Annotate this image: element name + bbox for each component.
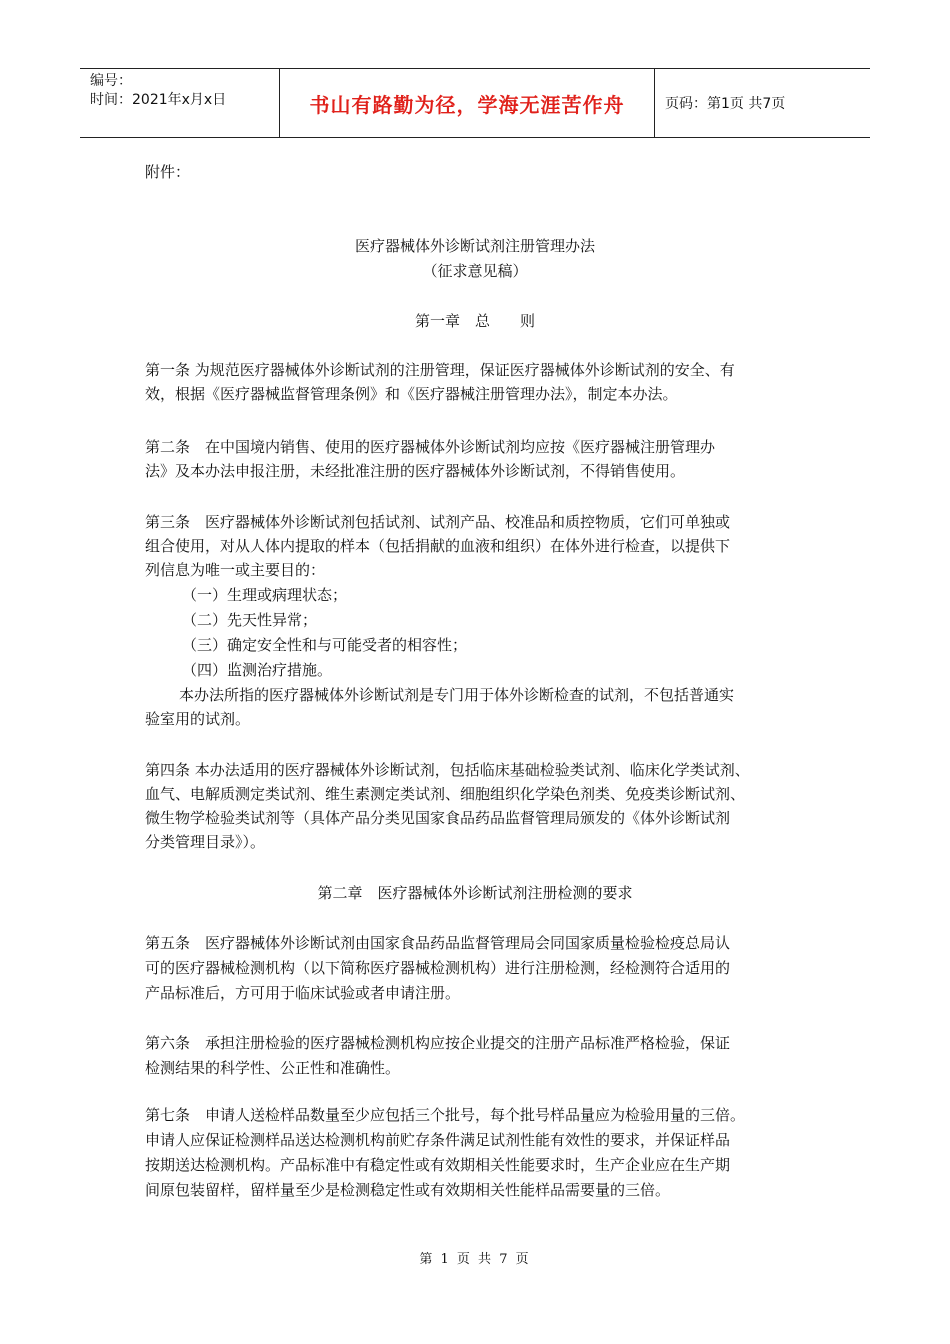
article-3-line: 组合使用，对从人体内提取的样本（包括捐献的血液和组织）在体外进行检查，以提供下	[145, 537, 731, 555]
header-page-info: 页码：第1页 共7页	[665, 96, 786, 112]
article-5-line: 产品标准后，方可用于临床试验或者申请注册。	[145, 984, 461, 1002]
article-3-item: （三）确定安全性和与可能受者的相容性；	[182, 636, 468, 654]
article-6-line: 第六条 承担注册检验的医疗器械检测机构应按企业提交的注册产品标准严格检验，保证	[145, 1034, 731, 1052]
article-7-line: 申请人应保证检测样品送达检测机构前贮存条件满足试剂性能有效性的要求，并保证样品	[145, 1131, 731, 1149]
header-meta	[80, 69, 280, 137]
header-motto: 书山有路勤为径，学海无涯苦作舟	[280, 69, 655, 137]
attachment-label: 附件：	[145, 163, 191, 181]
article-4-line: 第四条 本办法适用的医疗器械体外诊断试剂，包括临床基础检验类试剂、临床化学类试剂、	[145, 761, 750, 779]
article-7-line: 间原包装留样，留样量至少是检测稳定性或有效期相关性能样品需要量的三倍。	[145, 1181, 671, 1199]
article-6-line: 检测结果的科学性、公正性和准确性。	[145, 1059, 401, 1077]
document-subtitle: （征求意见稿）	[422, 262, 528, 280]
article-5-line: 可的医疗器械检测机构（以下简称医疗器械检测机构）进行注册检测，经检测符合适用的	[145, 959, 731, 977]
page-footer: 第 1 页 共 7 页	[419, 1252, 531, 1267]
article-7-line: 第七条 申请人送检样品数量至少应包括三个批号，每个批号样品量应为检验用量的三倍。	[145, 1106, 746, 1124]
article-3-item: （一）生理或病理状态；	[182, 586, 348, 604]
document-number-label: 编号：	[90, 73, 132, 89]
article-4-line: 微生物学检验类试剂等（具体产品分类见国家食品药品监督管理局颁发的《体外诊断试剂	[145, 809, 731, 827]
article-3-item: （二）先天性异常；	[182, 611, 318, 629]
article-3-line: 列信息为唯一或主要目的：	[145, 561, 326, 579]
article-4-line: 血气、电解质测定类试剂、维生素测定类试剂、细胞组织化学染色剂类、免疫类诊断试剂、	[145, 785, 746, 803]
article-1-line: 效，根据《医疗器械监督管理条例》和《医疗器械注册管理办法》，制定本办法。	[145, 385, 678, 403]
article-7-line: 按期送达检测机构。产品标准中有稳定性或有效期相关性能要求时，生产企业应在生产期	[145, 1156, 731, 1174]
article-1-line: 第一条 为规范医疗器械体外诊断试剂的注册管理，保证医疗器械体外诊断试剂的安全、有	[145, 361, 735, 379]
article-3-note-line: 验室用的试剂。	[145, 710, 251, 728]
article-3-line: 第三条 医疗器械体外诊断试剂包括试剂、试剂产品、校准品和质控物质，它们可单独或	[145, 513, 731, 531]
article-2-line: 法》及本办法申报注册，未经批准注册的医疗器械体外诊断试剂，不得销售使用。	[145, 462, 686, 480]
article-3-note-line: 本办法所指的医疗器械体外诊断试剂是专门用于体外诊断检查的试剂，不包括普通实	[179, 686, 735, 704]
article-4-line: 分类管理目录》）。	[145, 833, 266, 851]
document-title: 医疗器械体外诊断试剂注册管理办法	[354, 237, 595, 255]
article-5-line: 第五条 医疗器械体外诊断试剂由国家食品药品监督管理局会同国家质量检验检疫总局认	[145, 934, 731, 952]
article-2-line: 第二条 在中国境内销售、使用的医疗器械体外诊断试剂均应按《医疗器械注册管理办	[145, 438, 716, 456]
chapter-2-heading: 第二章 医疗器械体外诊断试剂注册检测的要求	[317, 884, 633, 902]
article-3-item: （四）监测治疗措施。	[182, 661, 333, 679]
document-time-label: 时间：2021年x月x日	[90, 92, 227, 108]
chapter-1-heading: 第一章 总 则	[414, 312, 535, 330]
page-header	[80, 68, 870, 138]
